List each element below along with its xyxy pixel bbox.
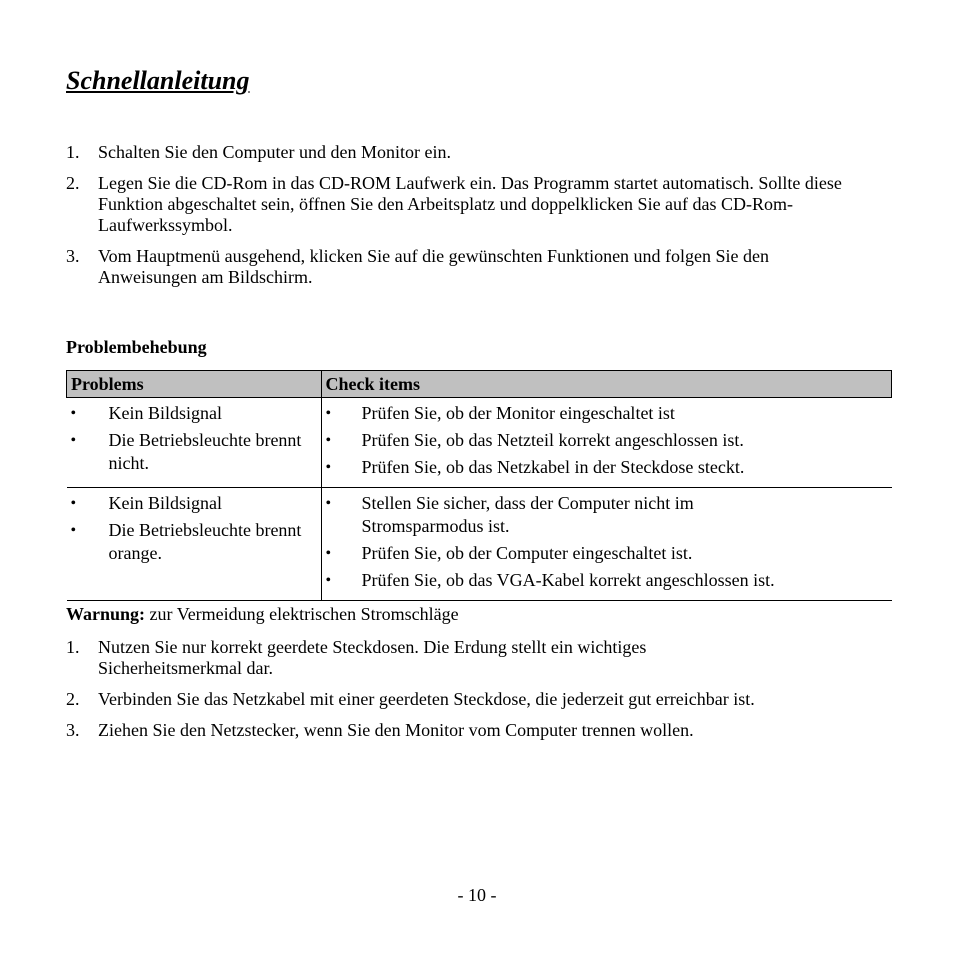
problem-text: Die Betriebsleuchte brennt nicht. — [108, 430, 302, 473]
bullet-icon: • — [70, 495, 77, 512]
step-number: 1. — [66, 637, 80, 657]
step-text: Ziehen Sie den Netzstecker, wenn Sie den Monitor vom Computer trennen wollen. — [98, 720, 694, 740]
check-text: Prüfen Sie, ob das Netzteil korrekt angeschlossen ist. — [361, 430, 744, 450]
list-item — [322, 492, 892, 538]
column-header-problems: Problems — [67, 371, 322, 398]
step-text: Nutzen Sie nur korrekt geerdete Steckdosen. Die Erdung stellt ein wichtiges Sicherheitsmerkmal dar. — [98, 637, 647, 678]
bullet-icon: • — [325, 572, 332, 589]
table-row — [67, 398, 892, 488]
warning-line — [66, 604, 459, 625]
list-item — [322, 456, 892, 479]
warning-label: Warnung: — [66, 604, 146, 624]
step-text: Vom Hauptmenü ausgehend, klicken Sie auf die gewünschten Funktionen und folgen Sie den Anweisungen am Bildschirm. — [98, 246, 770, 287]
bullet-icon: • — [325, 432, 332, 449]
check-text: Prüfen Sie, ob der Computer eingeschaltet ist. — [361, 543, 693, 563]
list-item — [67, 519, 321, 565]
bullet-icon: • — [70, 522, 77, 539]
bullet-icon: • — [70, 432, 77, 449]
bullet-icon: • — [325, 495, 332, 512]
check-text: Stellen Sie sicher, dass der Computer nicht im Stromsparmodus ist. — [361, 493, 694, 536]
list-item — [322, 569, 892, 592]
check-text: Prüfen Sie, ob das Netzkabel in der Steckdose steckt. — [361, 457, 745, 477]
step-text: Legen Sie die CD-Rom in das CD-ROM Laufwerk ein. Das Programm startet automatisch. Sollte diese Funktion abgeschaltet sein, öffnen Sie den Arbeitsplatz und doppelklicken Sie auf das CD-Rom-Laufwerkssymbol. — [98, 173, 842, 235]
list-item — [322, 429, 892, 452]
warning-steps-list — [66, 637, 886, 751]
check-items-cell — [321, 398, 892, 488]
problems-cell — [67, 398, 322, 488]
bullet-icon: • — [70, 405, 77, 422]
step-number: 3. — [66, 246, 80, 266]
setup-steps-list — [66, 142, 886, 298]
list-item — [66, 173, 886, 236]
table-header-row — [67, 371, 892, 398]
list-item — [67, 402, 321, 425]
list-item — [67, 492, 321, 515]
warning-text: zur Vermeidung elektrischen Stromschläge — [149, 604, 459, 624]
problems-cell — [67, 488, 322, 601]
step-text: Schalten Sie den Computer und den Monitor ein. — [98, 142, 451, 162]
list-item — [322, 402, 892, 425]
page-number: - 10 - — [457, 885, 497, 905]
troubleshooting-table — [66, 370, 892, 601]
list-item — [66, 637, 886, 679]
column-header-check-items: Check items — [321, 371, 892, 398]
list-item — [322, 542, 892, 565]
step-text: Verbinden Sie das Netzkabel mit einer geerdeten Steckdose, die jederzeit gut erreichbar ist. — [98, 689, 755, 709]
list-item — [66, 720, 886, 741]
problem-text: Kein Bildsignal — [108, 403, 222, 423]
list-item — [66, 246, 886, 288]
problem-text: Kein Bildsignal — [108, 493, 222, 513]
step-number: 3. — [66, 720, 80, 740]
page-title: Schnellanleitung — [66, 66, 250, 95]
list-item — [66, 689, 886, 710]
list-item — [66, 142, 886, 163]
table-row — [67, 488, 892, 601]
check-items-cell — [321, 488, 892, 601]
bullet-icon: • — [325, 405, 332, 422]
troubleshooting-title: Problembehebung — [66, 337, 207, 357]
problem-text: Die Betriebsleuchte brennt orange. — [108, 520, 302, 563]
step-number: 2. — [66, 689, 80, 709]
bullet-icon: • — [325, 545, 332, 562]
list-item — [67, 429, 321, 475]
step-number: 1. — [66, 142, 80, 162]
bullet-icon: • — [325, 459, 332, 476]
step-number: 2. — [66, 173, 80, 193]
check-text: Prüfen Sie, ob der Monitor eingeschaltet ist — [361, 403, 675, 423]
check-text: Prüfen Sie, ob das VGA-Kabel korrekt angeschlossen ist. — [361, 570, 775, 590]
